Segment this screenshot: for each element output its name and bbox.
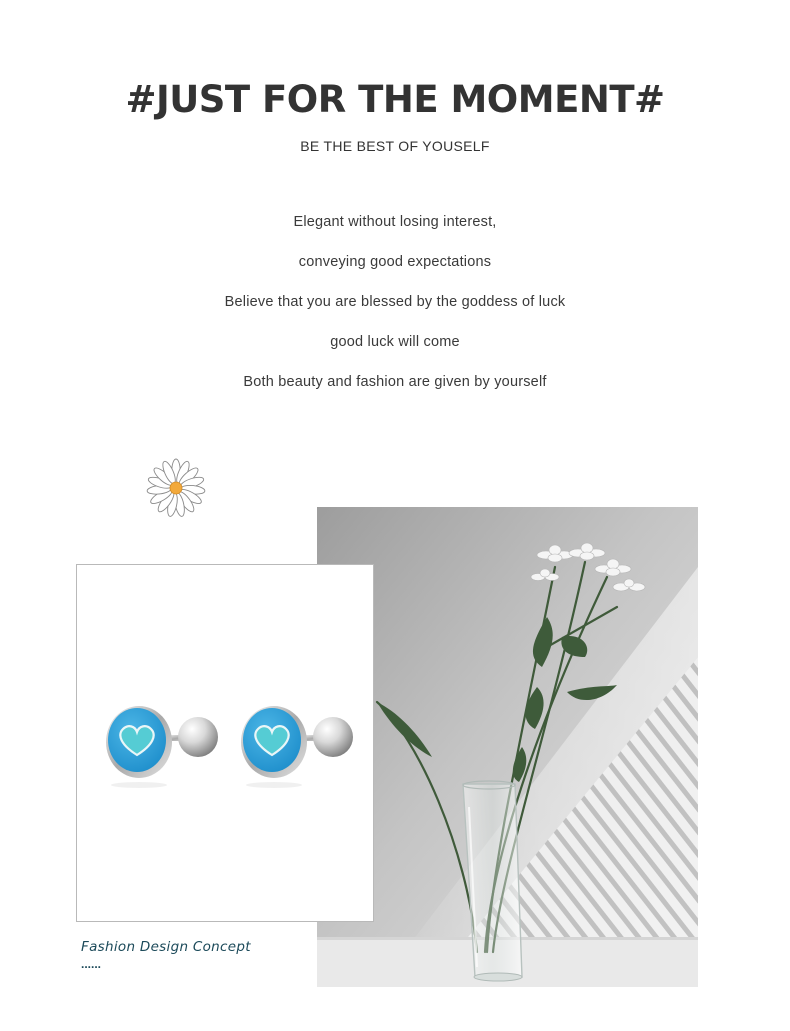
caption-fashion-design-concept: Fashion Design Concept — [81, 939, 251, 955]
page-title: #JUST FOR THE MOMENT# — [125, 78, 665, 121]
poem-line: Believe that you are blessed by the goddess of luck — [224, 294, 566, 310]
lifestyle-photo — [317, 507, 698, 987]
daisy-icon — [145, 457, 207, 519]
poem-line: good luck will come — [330, 334, 460, 350]
poem-line: conveying good expectations — [298, 254, 492, 270]
poem-line: Elegant without losing interest, — [293, 214, 497, 230]
caption-dots: ...... — [81, 957, 102, 971]
poem-text — [0, 212, 790, 412]
page-subtitle: BE THE BEST OF YOUSELF — [300, 138, 490, 154]
heart-stud-earrings-image — [77, 565, 373, 921]
product-card — [76, 564, 374, 922]
poem-line: Both beauty and fashion are given by yourself — [243, 374, 547, 390]
